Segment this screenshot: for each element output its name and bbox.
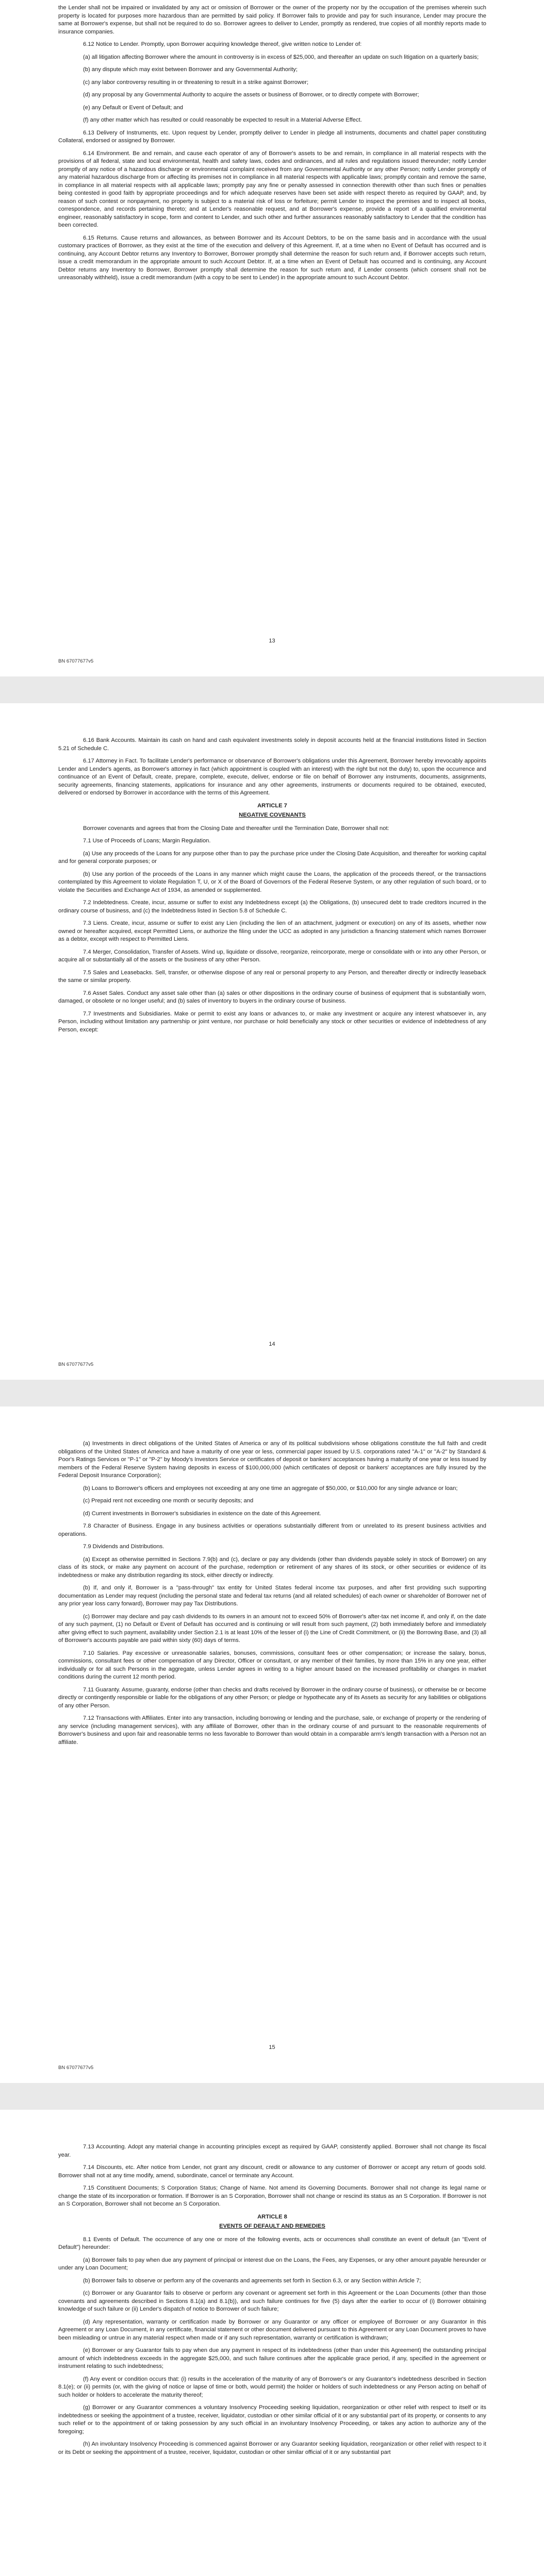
article-title: NEGATIVE COVENANTS (239, 812, 306, 818)
page-16-body (58, 2143, 486, 2461)
page-14-body (58, 737, 486, 1039)
clause-b: (b) any dispute which may exist between Borrower and any Governmental Authority; (83, 66, 298, 73)
section-7-1: 7.1 Use of Proceeds of Loans; Margin Regulation. (83, 838, 211, 844)
section-7-13: 7.13 Accounting. Adopt any material change in accounting principles except as required by GAAP, consistently applied. Borrower shall not change its fiscal year. (58, 2144, 486, 2158)
section-7-7: 7.7 Investments and Subsidiaries. Make or permit to exist any loans or advances to, or make any investment or acquire any interest whatsoever in, any Person, including without limitation any partnership or joint venture, nor purchase or hold beneficially any stock or other securities or evidence of indebtedness of any Person, except: (58, 1010, 486, 1033)
section-6-17: 6.17 Attorney in Fact. To facilitate Lender's performance or observance of Borrower's obligations under this Agreement, Borrower hereby irrevocably appoints Lender and Lender's agents, as Borrower's attorney in fact (which appointment is coupled with an interest) with the right but not the duty) to, upon the occurrence and continuance of an Event of Default, create, prepare, complete, execute, deliver, endorse or file on behalf of Borrower any instruments, documents, assignments, security agreements, financing statements, applications for insurance and any other agreements, instruments or documents required to be obtained, executed, delivered or endorsed by Borrower in accordance with the terms of this Agreement. (58, 758, 486, 796)
section-7-6: 7.6 Asset Sales. Conduct any asset sale other than (a) sales or other dispositions in the ordinary course of business of equipment that is substantially worn, damaged, or obsolete or no longer useful; and (b) sales of inventory to buyers in the ordinary course of business. (58, 990, 486, 1004)
page-number: 13 (269, 638, 275, 644)
section-6-16: 6.16 Bank Accounts. Maintain its cash on hand and cash equivalent investments solely in deposit accounts held at the financial institutions listed in Section 5.21 of Schedule C. (58, 737, 486, 752)
section-6-15: 6.15 Returns. Cause returns and allowances, as between Borrower and its Account Debtors, to be on the same basis and in accordance with the usual customary practices of Borrower, as they exist at the time of the execution and delivery of this Agreement. If, at a time when no Event of Default has occurred and is continuing, any Account Debtor returns any Inventory to Borrower, Borrower promptly shall determine the reason for such return and, if Borrower accepts such return, issue a credit memorandum in the appropriate amount to such Account Debtor. If, at a time when an Event of Default has occurred and is continuing, any Account Debtor returns any Inventory to Borrower, Borrower promptly shall determine the reason for such return and, if Lender consents (which consent shall not be unreasonably withheld), issue a credit memorandum (with a copy to be sent to Lender) in the appropriate amount to such Account Debtor. (58, 234, 486, 281)
clause-e: (e) Borrower or any Guarantor fails to pay when due any payment in respect of its indebtedness (other than under this Agreement) the outstanding principal amount of which indebtedness exceeds in the aggregate $25,000, and such failure continues after the applicable grace period, if any, specified in the agreement or instrument relating to such indebtedness; (58, 2347, 486, 2369)
page-16 (0, 2110, 544, 2576)
section-6-13: 6.13 Delivery of Instruments, etc. Upon request by Lender, promptly deliver to Lender in pledge all instruments, documents and chattel paper constituting Collateral, endorsed or assigned by Borrower. (58, 129, 486, 144)
clause-a: (a) Except as otherwise permitted in Sections 7.9(b) and (c), declare or pay any dividends (other than dividends payable solely in stock of Borrower) on any class of its stock, or make any payment on account of the purchase, redemption or retirement of any shares of its stock, or other securities or evidence of its indebtedness or make any distribution regarding its stock, either directly or indirectly. (58, 1556, 486, 1579)
doc-id: BN 67077677v5 (58, 2065, 94, 2071)
clause-c: (c) any labor controversy resulting in or threatening to result in a strike against Borrower; (83, 79, 309, 86)
section-7-5: 7.5 Sales and Leasebacks. Sell, transfer, or otherwise dispose of any real or personal property to any Person, and thereafter directly or indirectly leaseback the same or similar property. (58, 969, 486, 984)
section-7-11: 7.11 Guaranty. Assume, guaranty, endorse (other than checks and drafts received by Borrower in the ordinary course of business), or otherwise be or become directly or contingently responsible or liable for the obligations of any other Person; or pledge or hypothecate any of its Assets as security for any liabilities or obligations of any other Person. (58, 1686, 486, 1709)
paragraph: the Lender shall not be impaired or invalidated by any act or omission of Borrower or the owner of the property nor by the occupation of the premises wherein such property is located for purposes more hazardous than are permitted by said policy. If Borrower fails to provide and pay for such insurance, Lender may procure the same at Borrower's expense, but shall not be required to do so. Borrower agrees to deliver to Lender, promptly as rendered, true copies of all monthly reports made to insurance companies. (58, 5, 486, 35)
clause-c: (c) Borrower or any Guarantor fails to observe or perform any covenant or agreement set forth in this Agreement or the Loan Documents (other than those covenants and agreements described in Sections 8.1(a) and 8.1(b)), and such failure continues for five (5) days after the earlier to occur of (i) Borrower obtaining knowledge of such failure or (ii) Lender's dispatch of notice to Borrower of such failure; (58, 2290, 486, 2312)
page-separator (0, 2083, 544, 2110)
section-6-12: 6.12 Notice to Lender. Promptly, upon Borrower acquiring knowledge thereof, give written notice to Lender of: (83, 41, 362, 47)
doc-id: BN 67077677v5 (58, 1362, 94, 1367)
doc-id: BN 67077677v5 (58, 658, 94, 664)
clause-c: (c) Borrower may declare and pay cash dividends to its owners in an amount not to exceed 50% of Borrower's after-tax net income if, and only if, on the date of any such payment, (1) no Default or Event of Default has occurred and is continuing or will result from such payment, (2) both immediately before and immediately after giving effect to such payment, availability under Section 2.1 is at least 10% of the lesser of (i) the Line of Credit Commitment, or (ii) the Borrowing Base, and (3) all of Borrower's accounts payable are paid within sixty (60) days of terms. (58, 1613, 486, 1643)
section-6-14: 6.14 Environment. Be and remain, and cause each operator of any of Borrower's assets to be and remain, in compliance in all material respects with the provisions of all federal, state and local environmental, health and safety laws, codes and ordinances, and all rules and regulations issued thereunder; notify Lender promptly of any notice of a hazardous discharge or environmental complaint received from any Governmental Authority or any other Person; notify Lender promptly of any material hazardous discharge from or affecting its premises not in compliance in all material respects with applicable laws; promptly contain and remove the same, in compliance in all material respects with all applicable laws; promptly pay any fine or penalty assessed in connection therewith other than such fines or penalties being contested in good faith by appropriate proceedings and for which adequate reserves have been set aside with respect thereto as required by GAAP, and, by reason of such contest or nonpayment, no property is subject to a material risk of loss or forfeiture; permit Lender to inspect the premises and to inspect all books, correspondence, and records pertaining thereto; and at Lender's reasonable request, and at Borrower's expense, provide a report of a qualified environmental engineer, reasonably satisfactory in scope, form and content to Lender, and such other and further assurances reasonably satisfactory to Lender that the condition has been corrected. (58, 150, 486, 228)
section-7-8: 7.8 Character of Business. Engage in any business activities or operations substantially different from or unrelated to its present business activities and operations. (58, 1523, 486, 1537)
clause-h: (h) An involuntary Insolvency Proceeding is commenced against Borrower or any Guarantor seeking liquidation, reorganization or other relief with respect to it or its Debt or seeking the appointment of a trustee, receiver, liquidator, custodian or other similar official of it or any substantial part (58, 2441, 486, 2455)
clause-d: (d) any proposal by any Governmental Authority to acquire the assets or business of Borrower, or to directly compete with Borrower; (83, 92, 419, 98)
clause-b: (b) Use any portion of the proceeds of the Loans in any manner which might cause the Loans, the application of the proceeds thereof, or the transactions contemplated by this Agreement to violate Regulation T, U, or X of the Board of Governors of the Federal Reserve System, or any other regulation of such board, or to violate the Securities and Exchange Act of 1934, as amended or supplemented. (58, 871, 486, 893)
section-7-12: 7.12 Transactions with Affiliates. Enter into any transaction, including borrowing or lending and the purchase, sale, or exchange of property or the rendering of any service (including management services), with any affiliate of Borrower, other than in the ordinary course of and pursuant to the reasonable requirements of Borrower's business and upon fair and reasonable terms no less favorable to Borrower than would obtain in a comparable arm's length transaction with a Person not an affiliate. (58, 1715, 486, 1745)
page-number: 14 (269, 1341, 275, 1347)
clause-b: (b) Borrower fails to observe or perform any of the covenants and agreements set forth in Section 6.3, or any Section within Article 7; (83, 2277, 421, 2284)
clause-b: (b) Loans to Borrower's officers and employees not exceeding at any one time an aggregate of $50,000, or $10,000 for any single advance or loan; (83, 1485, 458, 1492)
section-7-15: 7.15 Constituent Documents; S Corporation Status; Change of Name. Not amend its Governing Documents. Borrower shall not change its legal name or change the state of its incorporation or formation. If Borrower is an S Corporation, Borrower shall not change or rescind its status as an S Corporation. If Borrower is not an S Corporation, Borrower shall not become an S Corporation. (58, 2185, 486, 2207)
page-number: 15 (269, 2044, 275, 2050)
section-7-3: 7.3 Liens. Create, incur, assume or suffer to exist any Lien (including the lien of an attachment, judgment or execution) on any of its assets, whether now owned or hereafter acquired, except Permitted Liens, or authorize the filing under the UCC as adopted in any jurisdiction a financing statement which names Borrower as a debtor, except with respect to Permitted Liens. (58, 920, 486, 942)
clause-a: (a) Borrower fails to pay when due any payment of principal or interest due on the Loans, the Fees, any Expenses, or any other amount payable hereunder or under any Loan Document; (58, 2257, 486, 2271)
page-13-body (58, 4, 486, 287)
section-7-9: 7.9 Dividends and Distributions. (83, 1544, 164, 1550)
section-7-10: 7.10 Salaries. Pay excessive or unreasonable salaries, bonuses, commissions, consultant fees or other compensation; or increase the salary, bonus, commissions, consultant fees or other compensation of any Director, Officer or consultant, or any member of their families, by more than 15% in any one year, either individually or for all such Persons in the aggregate, unless Lender agrees in writing to a higher amount based on the increased profitability or changes in market conditions during the current 12 month period. (58, 1650, 486, 1680)
section-7-2: 7.2 Indebtedness. Create, incur, assume or suffer to exist any Indebtedness except (a) the Obligations, (b) unsecured debt to trade creditors incurred in the ordinary course of business, and (c) the Indebtedness listed in Section 5.8 of Schedule C. (58, 900, 486, 914)
section-8-1: 8.1 Events of Default. The occurrence of any one or more of the following events, acts or occurrences shall constitute an event of default (an "Event of Default") hereunder: (58, 2236, 486, 2250)
article-heading: ARTICLE 7 (257, 802, 287, 809)
article-heading: ARTICLE 8 (257, 2213, 287, 2220)
article-title: EVENTS OF DEFAULT AND REMEDIES (219, 2223, 325, 2229)
clause-a: (a) Investments in direct obligations of the United States of America or any of its political subdivisions whose obligations constitute the full faith and credit obligations of the United States of America and have a maturity of one year or less, commercial paper issued by U.S. corporations rated "A-1" or "A-2" by Standard & Poor's Ratings Services or "P-1" or "P-2" by Moody's Investors Service or certificates of deposit or bankers' acceptances having a maturity of one year or less issued by members of the Federal Reserve System having deposits in excess of $100,000,000 (which certificates of deposit or bankers' acceptances are fully insured by the Federal Deposit Insurance Corporation); (58, 1440, 486, 1479)
clause-c: (c) Prepaid rent not exceeding one month or security deposits; and (83, 1498, 254, 1504)
clause-f: (f) Any event or condition occurs that: (i) results in the acceleration of the maturity of any of Borrower's or any Guarantor's indebtedness described in Section 8.1(e); or (ii) permits (or, with the giving of notice or lapse of time or both, would permit) the holder or holders of such indebtedness or any Person acting on behalf of such holder or holders to accelerate the maturity thereof; (58, 2376, 486, 2398)
clause-a: (a) Use any proceeds of the Loans for any purpose other than to pay the purchase price under the Closing Date Acquisition, and thereafter for working capital and for general corporate purposes; or (58, 850, 486, 865)
page-15-body (58, 1440, 486, 1751)
clause-b: (b) If, and only if, Borrower is a "pass-through" tax entity for United States federal income tax purposes, and after first providing such supporting documentation as Lender may request (including the personal state and federal tax returns (and all related schedules) of each owner or shareholder of Borrower net of any prior year loss carry forward), Borrower may pay Tax Distributions. (58, 1585, 486, 1607)
clause-g: (g) Borrower or any Guarantor commences a voluntary Insolvency Proceeding seeking liquidation, reorganization or other relief with respect to itself or its indebtedness or seeking the appointment of a trustee, receiver, liquidator, custodian or other similar official of it or any substantial part of its property, or consents to any such relief or to the appointment of or taking possession by any such official in an involuntary Insolvency Proceeding, or takes any action to authorize any of the foregoing; (58, 2404, 486, 2435)
section-7-14: 7.14 Discounts, etc. After notice from Lender, not grant any discount, credit or allowance to any customer of Borrower or accept any return of goods sold. Borrower shall not at any time modify, amend, subordinate, cancel or terminate any Account. (58, 2164, 486, 2179)
clause-e: (e) any Default or Event of Default; and (83, 104, 184, 111)
page-15 (0, 1406, 544, 2083)
section-7-4: 7.4 Merger, Consolidation, Transfer of Assets. Wind up, liquidate or dissolve, reorganize, reincorporate, merge or consolidate with or into any other Person, or acquire all or substantially all of the assets or the business of any other Person. (58, 948, 486, 963)
page-separator (0, 1380, 544, 1406)
clause-f: (f) any other matter which has resulted or could reasonably be expected to result in a Material Adverse Effect. (83, 117, 362, 123)
page-13 (0, 0, 544, 676)
page-separator (0, 676, 544, 703)
clause-d: (d) Any representation, warranty or certification made by Borrower or any Guarantor or any officer or employee of Borrower or any Guarantor in this Agreement or any Loan Document, in any certificate, financial statement or other document delivered pursuant to this Agreement or any Loan Document proves to have been misleading or untrue in any material respect when made or if any such representation, warranty or certification is withdrawn; (58, 2318, 486, 2341)
clause-a: (a) all litigation affecting Borrower where the amount in controversy is in excess of $25,000, and thereafter an update on such litigation on a quarterly basis; (83, 54, 479, 60)
clause-d: (d) Current investments in Borrower's subsidiaries in existence on the date of this Agreement. (83, 1510, 321, 1517)
page-14 (0, 703, 544, 1380)
paragraph: Borrower covenants and agrees that from the Closing Date and thereafter until the Termination Date, Borrower shall not: (83, 825, 389, 832)
